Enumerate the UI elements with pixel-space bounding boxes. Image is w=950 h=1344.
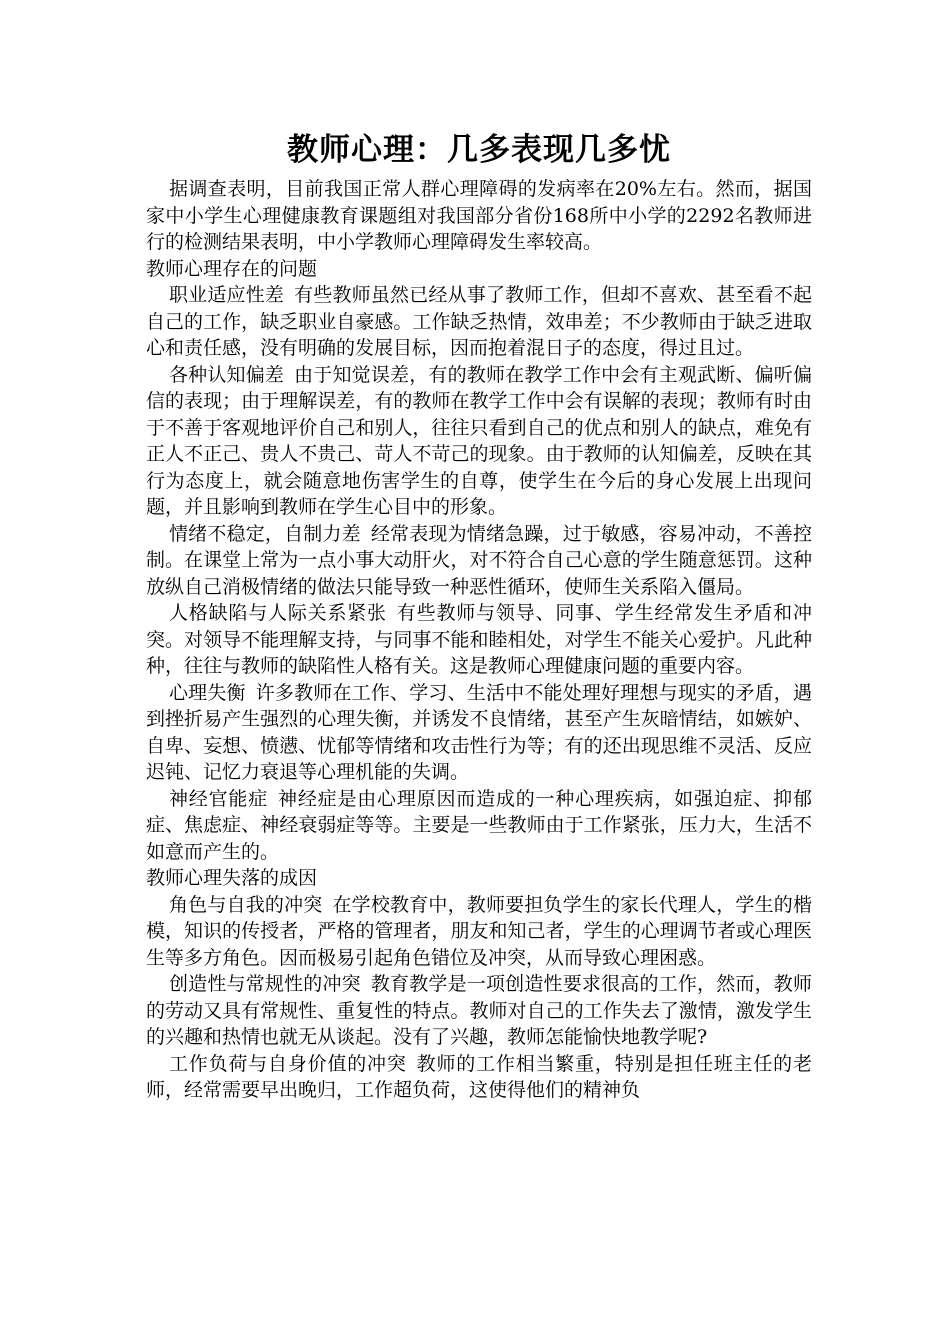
cause-paragraph	[146, 971, 812, 1051]
problem-paragraph	[146, 282, 812, 362]
problem-paragraph	[146, 600, 812, 680]
problem-paragraph	[146, 362, 812, 521]
paragraph-subtitle: 职业适应性差	[169, 284, 285, 306]
paragraph-text: 许多教师在工作、学习、生活中不能处理好理想与现实的矛盾，遇到挫折易产生强烈的心理失衡，并诱发不良情绪，甚至产生灰暗情结，如嫉妒、自卑、妄想、愤懑、忧郁等情绪和攻击性行为等；有的还出现思维不灵活、反应迟钝、记忆力衰退等心理机能的失调。	[146, 681, 812, 783]
paragraph-subtitle: 情绪不稳定，自制力差	[169, 522, 361, 545]
paragraph-text: 有些教师与领导、同事、学生经常发生矛盾和冲突。对领导不能理解支持，与同事不能和睦相处，对学生不能关心爱护。凡此种种，往往与教师的缺陷性人格有关。这是教师心理健康问题的重要内容。	[146, 602, 812, 677]
paragraph-subtitle: 各种认知偏差	[169, 363, 285, 386]
section-heading-problems: 教师心理存在的问题	[146, 257, 318, 280]
section-heading-causes: 教师心理失落的成因	[146, 867, 318, 889]
intro-paragraph: 据调查表明，目前我国正常人群心理障碍的发病率在20%左右。然而，据国家中小学生心理健康教育课题组对我国部分省份168所中小学的2292名教师进行的检测结果表明，中小学教师心理障碍发生率较高。	[146, 178, 812, 253]
paragraph-subtitle: 心理失衡	[169, 681, 246, 704]
paragraph-subtitle: 角色与自我的冲突	[169, 893, 323, 916]
problem-paragraph	[146, 680, 812, 786]
paragraph-text: 教师的工作相当繁重，特别是担任班主任的老师，经常需要早出晚归，工作超负荷，这使得他们的精神负	[146, 1052, 812, 1101]
problem-paragraph	[146, 521, 812, 601]
problem-paragraph	[146, 786, 812, 866]
paragraph-subtitle: 创造性与常规性的冲突	[169, 973, 361, 995]
paragraph-text: 有些教师虽然已经从事了教师工作，但却不喜欢、甚至看不起自己的工作，缺乏职业自豪感。工作缺乏热情，效串差；不少教师由于缺乏进取心和责任感，没有明确的发展目标，因而抱着混日子的态度，得过且过。	[146, 284, 812, 359]
paragraph-subtitle: 工作负荷与自身价值的冲突	[169, 1052, 407, 1075]
paragraph-text: 在学校教育中，教师要担负学生的家长代理人，学生的楷模，知识的传授者，严格的管理者，朋友和知己者，学生的心理调节者或心理医生等多方角色。因而极易引起角色错位及冲突，从而导致心理困惑。	[146, 893, 812, 969]
paragraph-text: 由于知觉误差，有的教师在教学工作中会有主观武断、偏听偏信的表现；由于理解误差，有的教师在教学工作中会有误解的表现；教师有时由于不善于客观地评价自己和别人，往往只看到自己的优点和别人的缺点，难免有正人不正己、贵人不贵己、苛人不苛己的现象。由于教师的认知偏差，反映在其行为态度上，就会随意地伤害学生的自尊，使学生在今后的身心发展上出现问题，并且影响到教师在学生心目中的形象。	[146, 363, 812, 518]
document-title: 教师心理：几多表现几多忧	[287, 132, 671, 168]
paragraph-text: 教育教学是一项创造性要求很高的工作，然而，教师的劳动又具有常规性、重复性的特点。教师对自己的工作失去了激情，激发学生的兴趣和热情也就无从谈起。没有了兴趣，教师怎能愉快地教学呢?	[146, 973, 812, 1048]
paragraph-text: 经常表现为情绪急躁，过于敏感，容易冲动，不善控制。在课堂上常为一点小事大动肝火，对不符合自己心意的学生随意惩罚。这种放纵自己消极情绪的做法只能导致一种恶性循环，使师生关系陷入僵局。	[146, 522, 812, 598]
paragraph-subtitle: 人格缺陷与人际关系紧张	[169, 602, 387, 624]
cause-paragraph	[146, 892, 812, 972]
cause-paragraph	[146, 1051, 812, 1104]
paragraph-text: 神经症是由心理原因而造成的一种心理疾病，如强迫症、抑郁症、焦虑症、神经衰弱症等等。主要是一些教师由于工作紧张，压力大，生活不如意而产生的。	[146, 787, 812, 863]
document-page	[146, 128, 812, 1104]
paragraph-subtitle: 神经官能症	[169, 787, 269, 810]
